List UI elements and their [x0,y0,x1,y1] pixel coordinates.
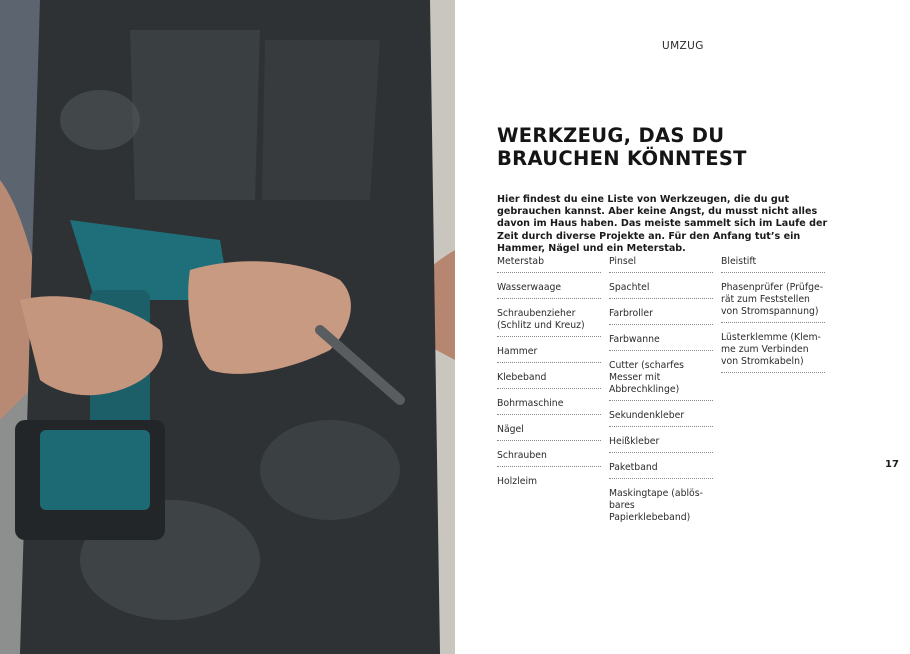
list-item: Cutter (scharfes Messer mit Abbrechklinge) [609,358,713,401]
list-item: Klebeband [497,370,601,389]
list-item: Meterstab [497,254,601,273]
tool-list-column-2 [609,254,713,535]
right-page [455,0,910,654]
list-item: Farbwanne [609,332,713,351]
list-item: Pinsel [609,254,713,273]
list-item: Hammer [497,344,601,363]
list-item: Heißkleber [609,434,713,453]
list-item: Bohrmaschine [497,396,601,415]
tool-list-column-3 [721,254,825,380]
list-item: Farbroller [609,306,713,325]
list-item: Nägel [497,422,601,441]
section-label: UMZUG [662,40,704,52]
intro-paragraph: Hier findest du eine Liste von Werkzeugen, die du gut gebrauchen kannst. Aber keine Angst, du musst nicht alles davon im Haus haben. Das meiste sammelt sich im Laufe der Zeit durch diverse Projekte an. Für den Anfang tut’s ein Hammer, Nägel und ein Meterstab. [497,194,828,254]
list-item: Schrauben [497,448,601,467]
list-item: Sekundenkleber [609,408,713,427]
list-item: Maskingtape (ablös-bares Papierklebeband) [609,488,703,523]
list-item: Bleistift [721,254,825,273]
list-item: Phasenprüfer (Prüfge-rät zum Feststellen von Stromspannung) [721,280,825,323]
page-number: 17 [885,459,899,470]
list-item: Wasserwaage [497,280,601,299]
list-item: Schraubenzieher (Schlitz und Kreuz) [497,306,601,337]
list-item: Lüsterklemme (Klem-me zum Verbinden von Stromkabeln) [721,330,825,373]
list-item: Holzleim [497,476,538,487]
page-title: WERKZEUG, DAS DU BRAUCHEN KÖNNTEST [497,124,747,170]
list-item: Paketband [609,460,713,479]
list-item: Spachtel [609,280,713,299]
tool-list-column-1 [497,254,601,499]
